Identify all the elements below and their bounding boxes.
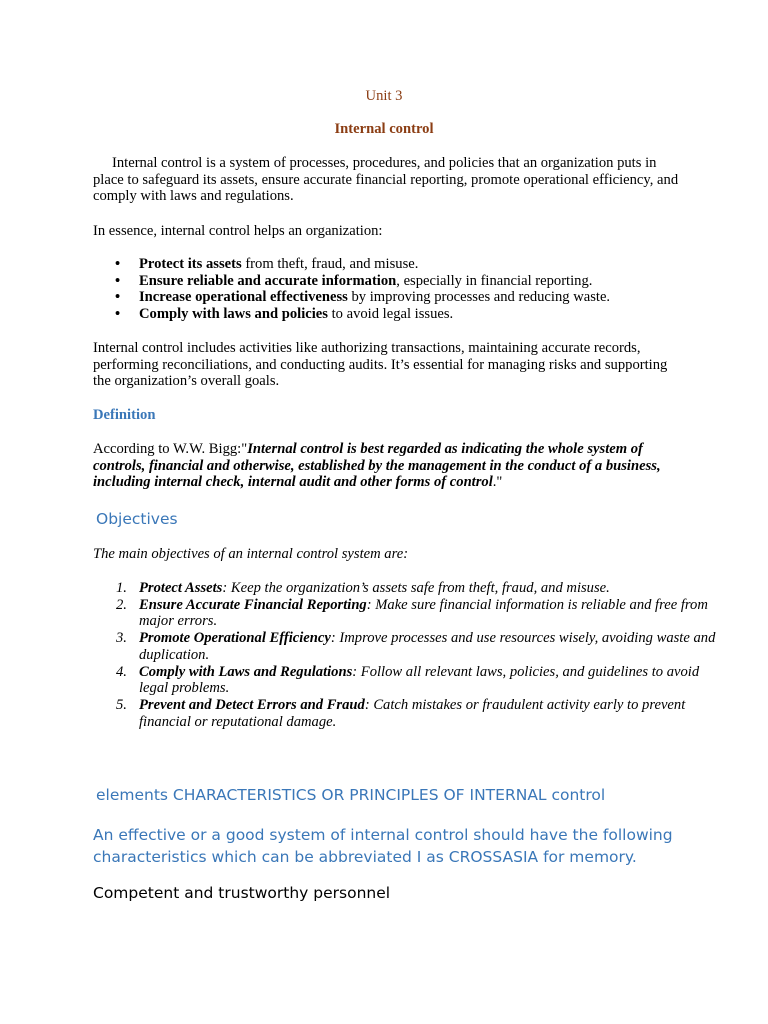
list-item-text: by improving processes and reducing waste. bbox=[347, 289, 611, 306]
list-number: 4. bbox=[116, 663, 127, 680]
characteristics-heading: elements CHARACTERISTICS OR PRINCIPLES OF INTERNAL control bbox=[96, 786, 606, 804]
list-item-bold: Prevent and Detect Errors and Fraud bbox=[139, 696, 365, 713]
list-item-bold: Increase operational effectiveness bbox=[139, 289, 348, 306]
list-item-bold: Ensure Accurate Financial Reporting bbox=[139, 596, 367, 613]
list-item-text: : Catch mistakes or fraudulent activity early to prevent financial or reputational damage. bbox=[139, 696, 686, 730]
list-item-bold: Protect its assets bbox=[139, 256, 242, 272]
list-item-bold: Comply with laws and policies bbox=[139, 306, 328, 323]
characteristics-intro: An effective or a good system of internal control should have the following characteristics which can be abbreviated I as CROSSASIA for memory. bbox=[93, 826, 673, 866]
objectives-heading: Objectives bbox=[96, 510, 178, 528]
list-item bbox=[116, 596, 729, 630]
list-item-bold: Promote Operational Efficiency bbox=[139, 630, 331, 647]
list-number: 2. bbox=[116, 596, 127, 613]
purpose-bullet-list bbox=[93, 256, 739, 323]
definition-suffix: ." bbox=[492, 474, 503, 491]
list-item-bold: Protect Assets bbox=[139, 580, 223, 596]
definition-heading: Definition bbox=[93, 407, 156, 423]
list-item-text: from theft, fraud, and misuse. bbox=[241, 256, 419, 272]
definition-quote-paragraph bbox=[93, 441, 683, 491]
list-item-text: : Keep the organization’s assets safe from theft, fraud, and misuse. bbox=[222, 580, 610, 596]
unit-label: Unit 3 bbox=[365, 88, 403, 104]
bullet-icon: • bbox=[115, 289, 121, 306]
intro-closing-paragraph: Internal control includes activities like authorizing transactions, maintaining accurate records, performing reconciliations, and conducting audits. It’s essential for managing risks and supporting the organization’s overall goals. bbox=[93, 340, 668, 390]
list-item-text: to avoid legal issues. bbox=[327, 306, 454, 323]
objectives-list bbox=[93, 580, 729, 730]
list-number: 5. bbox=[116, 696, 127, 713]
definition-quote: Internal control is best regarded as indicating the whole system of controls, financial and otherwise, established by the management in the conduct of a business, including internal check, internal audit and other forms of control bbox=[93, 441, 661, 491]
list-item-text: : Follow all relevant laws, policies, and guidelines to avoid legal problems. bbox=[139, 663, 700, 697]
list-item-text: : Improve processes and use resources wisely, avoiding waste and duplication. bbox=[139, 630, 716, 663]
document-title: Internal control bbox=[334, 121, 434, 137]
bullet-icon: • bbox=[115, 272, 121, 289]
intro-lead-in: In essence, internal control helps an organization: bbox=[93, 223, 383, 239]
list-item bbox=[116, 580, 729, 597]
list-item-bold: Ensure reliable and accurate information bbox=[139, 272, 397, 289]
list-item bbox=[115, 289, 739, 306]
list-item-text: , especially in financial reporting. bbox=[396, 272, 593, 289]
list-item bbox=[116, 630, 729, 663]
intro-paragraph: Internal control is a system of processes, procedures, and policies that an organization puts in place to safeguard its assets, ensure accurate financial reporting, promote operational efficiency, and comply with laws and regulations. bbox=[93, 155, 679, 205]
list-item-text: : Make sure financial information is reliable and free from major errors. bbox=[139, 596, 708, 630]
bullet-icon: • bbox=[115, 306, 121, 323]
list-item bbox=[115, 306, 739, 323]
characteristics-first-item: Competent and trustworthy personnel bbox=[93, 884, 391, 902]
list-item bbox=[115, 256, 739, 273]
objectives-lead-in: The main objectives of an internal control system are: bbox=[93, 546, 409, 562]
definition-prefix: According to W.W. Bigg:" bbox=[93, 441, 248, 457]
list-item bbox=[116, 663, 729, 697]
list-item bbox=[116, 696, 729, 730]
list-number: 3. bbox=[116, 630, 127, 647]
bullet-icon: • bbox=[115, 256, 121, 272]
list-item-bold: Comply with Laws and Regulations bbox=[139, 663, 353, 680]
list-item bbox=[115, 272, 739, 290]
list-number: 1. bbox=[116, 580, 127, 596]
